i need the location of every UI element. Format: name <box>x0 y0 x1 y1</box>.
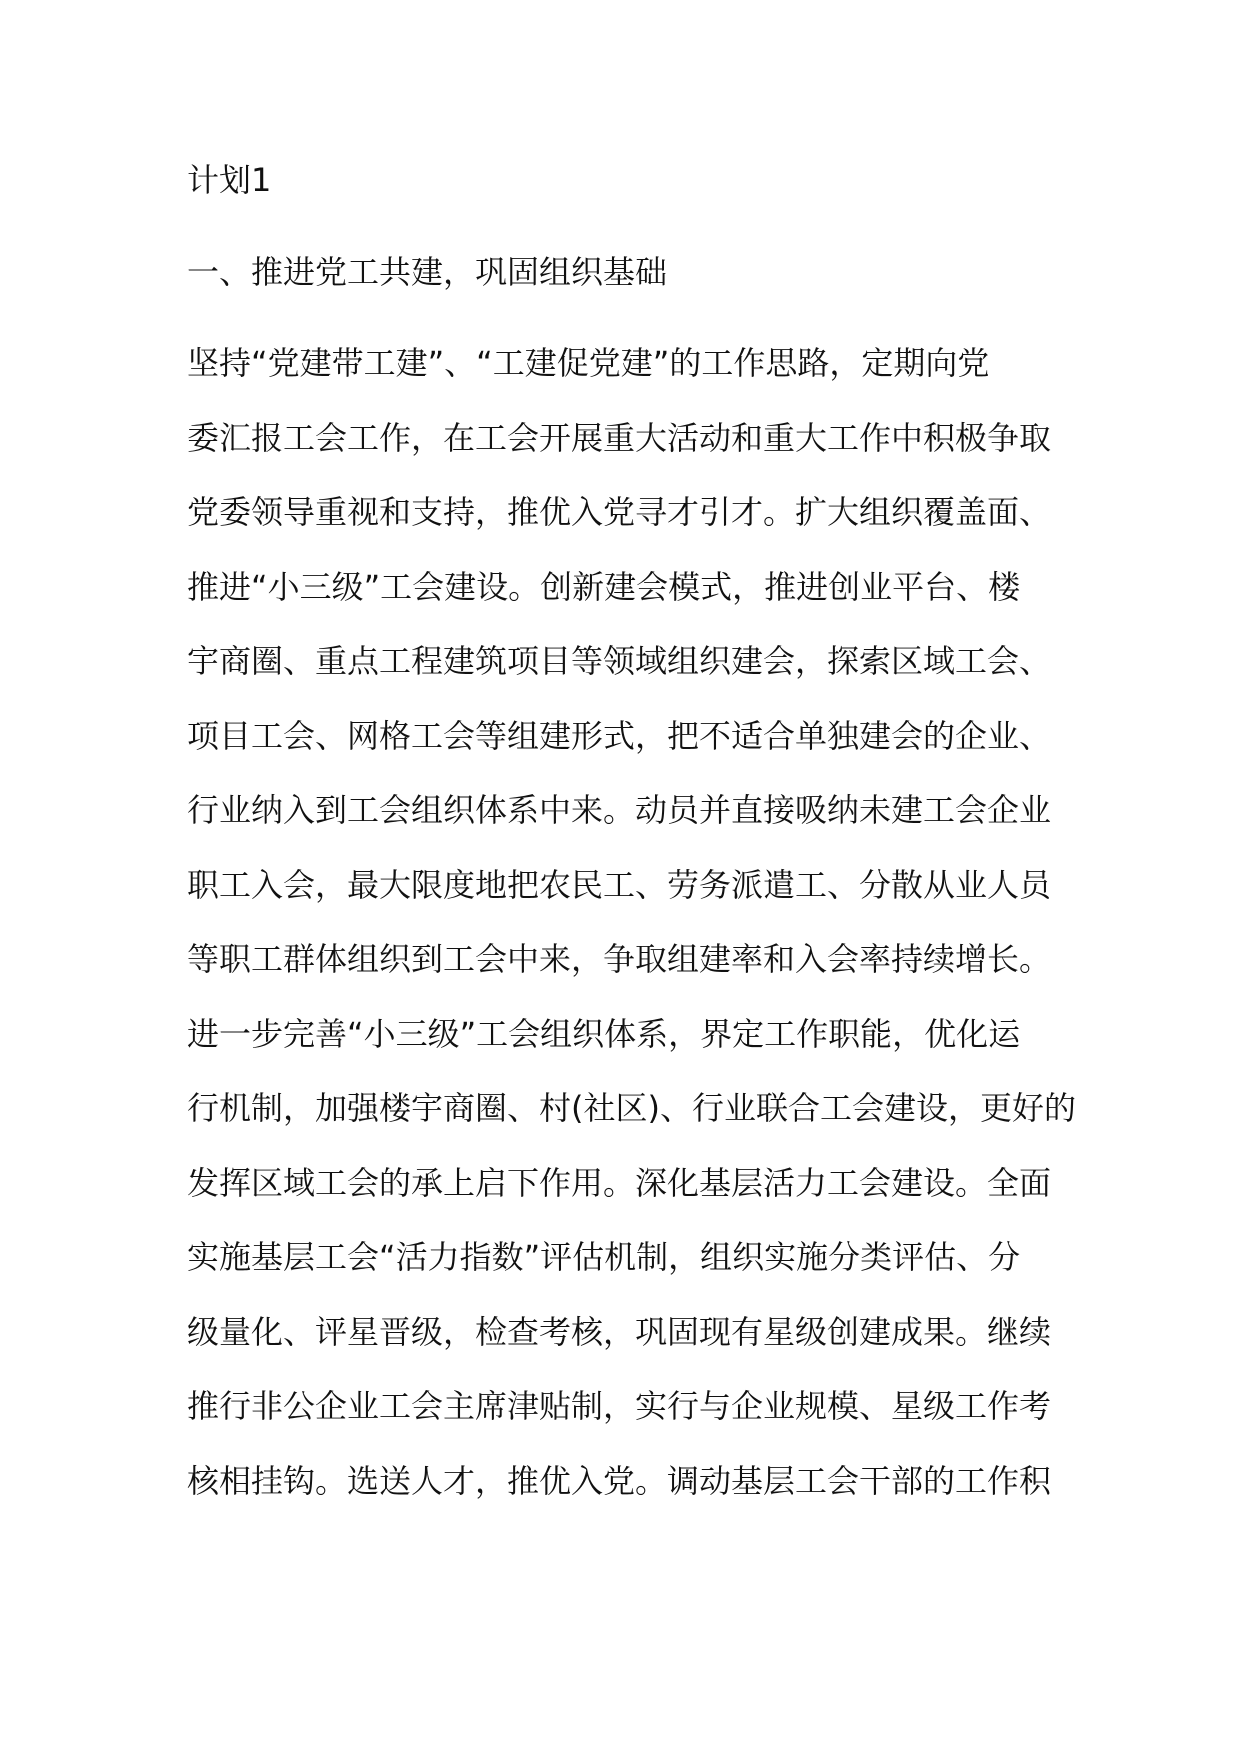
paragraph-line: 宇商圈、重点工程建筑项目等领域组织建会，探索区域工会、 <box>187 642 1052 680</box>
document-body <box>187 160 1076 1518</box>
body-paragraph <box>187 326 1076 1518</box>
paragraph-line: 进一步完善“小三级”工会组织体系，界定工作职能，优化运 <box>187 1014 1021 1053</box>
paragraph-line: 实施基层工会“活力指数”评估机制，组织实施分类评估、分 <box>187 1238 1021 1276</box>
paragraph-line: 坚持“党建带工建”、“工建促党建”的工作思路，定期向党 <box>187 344 990 382</box>
paragraph-line: 核相挂钩。选送人才，推优入党。调动基层工会干部的工作积 <box>187 1461 1052 1500</box>
paragraph-line: 发挥区域工会的承上启下作用。深化基层活力工会建设。全面 <box>187 1163 1052 1202</box>
section-heading: 一、推进党工共建，巩固组织基础 <box>187 253 668 291</box>
paragraph-line: 等职工群体组织到工会中来，争取组建率和入会率持续增长。 <box>187 940 1052 978</box>
document-title: 计划1 <box>187 161 272 199</box>
paragraph-line: 级量化、评星晋级，检查考核，巩固现有星级创建成果。继续 <box>187 1312 1052 1351</box>
paragraph-line: 行机制，加强楼宇商圈、村(社区)、行业联合工会建设，更好的 <box>187 1089 1076 1127</box>
paragraph-line: 职工入会，最大限度地把农民工、劳务派遣工、分散从业人员 <box>187 865 1052 904</box>
paragraph-line: 推进“小三级”工会建设。创新建会模式，推进创业平台、楼 <box>187 567 1021 606</box>
paragraph-line: 行业纳入到工会组织体系中来。动员并直接吸纳未建工会企业 <box>187 791 1052 829</box>
paragraph-line: 项目工会、网格工会等组建形式，把不适合单独建会的企业、 <box>187 716 1052 755</box>
paragraph-line: 推行非公企业工会主席津贴制，实行与企业规模、星级工作考 <box>187 1387 1052 1425</box>
paragraph-line: 委汇报工会工作，在工会开展重大活动和重大工作中积极争取 <box>187 418 1052 457</box>
paragraph-line: 党委领导重视和支持，推优入党寻才引才。扩大组织覆盖面、 <box>187 493 1052 531</box>
